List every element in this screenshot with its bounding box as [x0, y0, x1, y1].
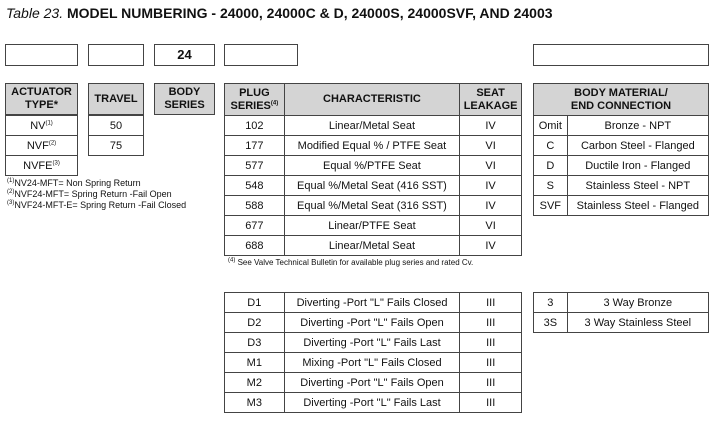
actuator-type-header-text: [11, 86, 72, 112]
list-item: [6, 116, 78, 136]
footnote-mark: (2): [7, 189, 15, 195]
travel-50: 50: [89, 116, 144, 136]
plug-series-cell: M2: [225, 373, 285, 393]
table-row: [225, 196, 522, 216]
plug-footnote-text: See Valve Technical Bulletin for available plug series and rated Cv.: [237, 258, 474, 267]
material-code-cell: SVF: [534, 196, 568, 216]
leakage-cell: VI: [460, 216, 522, 236]
plug-series-table: [224, 83, 522, 256]
body-material-table: [533, 83, 709, 216]
characteristic-header: CHARACTERISTIC: [284, 84, 459, 116]
material-cell: Stainless Steel - NPT: [567, 176, 708, 196]
leakage-cell: III: [460, 393, 522, 413]
table-row: [225, 116, 522, 136]
leakage-cell: III: [460, 313, 522, 333]
footnote-mark: (3): [7, 200, 15, 206]
seat-leakage-header: [460, 84, 522, 116]
leakage-cell: III: [460, 293, 522, 313]
plug-footnote: [228, 257, 528, 268]
characteristic-cell: Equal %/PTFE Seat: [284, 156, 459, 176]
leakage-cell: VI: [460, 136, 522, 156]
footnote-mark: (1): [7, 178, 15, 184]
footnote-mark: (4): [270, 99, 279, 106]
body-material-header-line2: END CONNECTION: [570, 99, 672, 112]
material-cell: Ductile Iron - Flanged: [567, 156, 708, 176]
plug-series-cell: M1: [225, 353, 285, 373]
plug-series-cell: 577: [225, 156, 285, 176]
plug-series-cell: 588: [225, 196, 285, 216]
actuator-blank-box: [5, 44, 78, 66]
footnote-text: NV24-MFT= Non Spring Return: [14, 178, 141, 188]
plug-series-cell: 548: [225, 176, 285, 196]
characteristic-cell: Modified Equal % / PTFE Seat: [284, 136, 459, 156]
plug-series-cell: 688: [225, 236, 285, 256]
characteristic-cell: Diverting -Port "L" Fails Last: [284, 333, 460, 353]
three-way-body-table: [533, 292, 709, 333]
table-header-row: [225, 84, 522, 116]
table-row: [534, 156, 709, 176]
table-title-text: MODEL NUMBERING - 24000, 24000C & D, 24000S, 24000SVF, AND 24003: [66, 5, 553, 21]
plug-series-cell: 677: [225, 216, 285, 236]
table-row: [225, 176, 522, 196]
leakage-cell: VI: [460, 156, 522, 176]
material-cell: Stainless Steel - Flanged: [567, 196, 708, 216]
plug-series-blank-box: [224, 44, 298, 66]
actuator-footnotes: [7, 178, 222, 211]
actuator-type-list: [5, 115, 78, 176]
plug-series-cell: D2: [225, 313, 285, 333]
footnote-3: [7, 200, 222, 211]
actuator-nvf: NVF: [26, 139, 49, 152]
table-row: [225, 313, 522, 333]
travel-list: [88, 115, 144, 156]
characteristic-cell: Diverting -Port "L" Fails Open: [284, 313, 460, 333]
table-row: [225, 373, 522, 393]
material-code-cell: Omit: [534, 116, 568, 136]
table-number: Table 23.: [6, 5, 64, 21]
travel-header-text: TRAVEL: [94, 92, 138, 105]
characteristic-cell: Diverting -Port "L" Fails Last: [284, 393, 460, 413]
material-code-cell: C: [534, 136, 568, 156]
leakage-cell: III: [460, 333, 522, 353]
actuator-nvfe: NVFE: [23, 159, 53, 172]
table-row: [534, 293, 709, 313]
characteristic-cell: Equal %/Metal Seat (416 SST): [284, 176, 459, 196]
table-row: [225, 393, 522, 413]
leakage-cell: III: [460, 353, 522, 373]
body-series-header-line2: SERIES: [164, 99, 205, 111]
body-series-header: [154, 83, 215, 115]
table-row: [225, 333, 522, 353]
list-item: [6, 156, 78, 176]
table-row: [225, 156, 522, 176]
footnote-mark: (4): [228, 257, 236, 264]
seat-header-line2: LEAKAGE: [463, 99, 518, 112]
plug-header-line1: PLUG: [239, 86, 270, 99]
body-series-box: [154, 44, 215, 66]
material-code-cell: D: [534, 156, 568, 176]
plug-header-line2: SERIES: [230, 99, 271, 112]
characteristic-cell: Linear/PTFE Seat: [284, 216, 459, 236]
characteristic-cell: Mixing -Port "L" Fails Closed: [284, 353, 460, 373]
leakage-cell: III: [460, 373, 522, 393]
material-code-cell: 3: [534, 293, 568, 313]
footnote-mark: (2): [48, 139, 57, 146]
seat-header-line1: SEAT: [476, 86, 505, 99]
travel-blank-box: [88, 44, 144, 66]
leakage-cell: IV: [460, 176, 522, 196]
body-material-header-line1: BODY MATERIAL/: [574, 86, 668, 99]
leakage-cell: IV: [460, 196, 522, 216]
characteristic-cell: Equal %/Metal Seat (316 SST): [284, 196, 459, 216]
body-series-value: 24: [177, 47, 192, 62]
table-row: [225, 236, 522, 256]
three-way-plug-table: [224, 292, 522, 413]
table-row: [534, 176, 709, 196]
travel-header: [88, 83, 144, 115]
footnote-text: NVF24-MFT-E= Spring Return -Fail Closed: [14, 200, 187, 210]
list-item: [89, 136, 144, 156]
actuator-header-line1: ACTUATOR: [11, 86, 72, 98]
material-code-cell: S: [534, 176, 568, 196]
actuator-header-line2: TYPE*: [24, 99, 58, 111]
leakage-cell: IV: [460, 116, 522, 136]
table-row: [534, 196, 709, 216]
material-cell: 3 Way Stainless Steel: [567, 313, 708, 333]
plug-series-cell: 102: [225, 116, 285, 136]
material-cell: Carbon Steel - Flanged: [567, 136, 708, 156]
table-row: [534, 313, 709, 333]
plug-series-cell: D1: [225, 293, 285, 313]
footnote-mark: (3): [52, 159, 60, 166]
material-cell: 3 Way Bronze: [567, 293, 708, 313]
body-material-blank-box: [533, 44, 709, 66]
leakage-cell: IV: [460, 236, 522, 256]
characteristic-cell: Diverting -Port "L" Fails Open: [284, 373, 460, 393]
table-row: [225, 216, 522, 236]
footnote-1: [7, 178, 222, 189]
plug-series-header: [225, 84, 285, 116]
material-cell: Bronze - NPT: [567, 116, 708, 136]
plug-series-cell: 177: [225, 136, 285, 156]
footnote-2: [7, 189, 222, 200]
actuator-nv: NV: [30, 119, 46, 132]
table-title: [6, 5, 553, 21]
footnote-text: NVF24-MFT= Spring Return -Fail Open: [14, 189, 172, 199]
plug-series-cell: D3: [225, 333, 285, 353]
body-material-header: [534, 84, 709, 116]
table-row: [534, 136, 709, 156]
table-row: [225, 293, 522, 313]
table-header-row: [534, 84, 709, 116]
characteristic-cell: Linear/Metal Seat: [284, 236, 459, 256]
list-item: [89, 116, 144, 136]
table-row: [534, 116, 709, 136]
footnote-mark: (1): [45, 119, 53, 126]
list-item: [6, 136, 78, 156]
table-row: [225, 353, 522, 373]
table-row: [225, 136, 522, 156]
body-series-header-line1: BODY: [168, 86, 201, 98]
plug-series-cell: M3: [225, 393, 285, 413]
actuator-type-header: [5, 83, 78, 115]
travel-75: 75: [89, 136, 144, 156]
characteristic-cell: Diverting -Port "L" Fails Closed: [284, 293, 460, 313]
material-code-cell: 3S: [534, 313, 568, 333]
characteristic-cell: Linear/Metal Seat: [284, 116, 459, 136]
